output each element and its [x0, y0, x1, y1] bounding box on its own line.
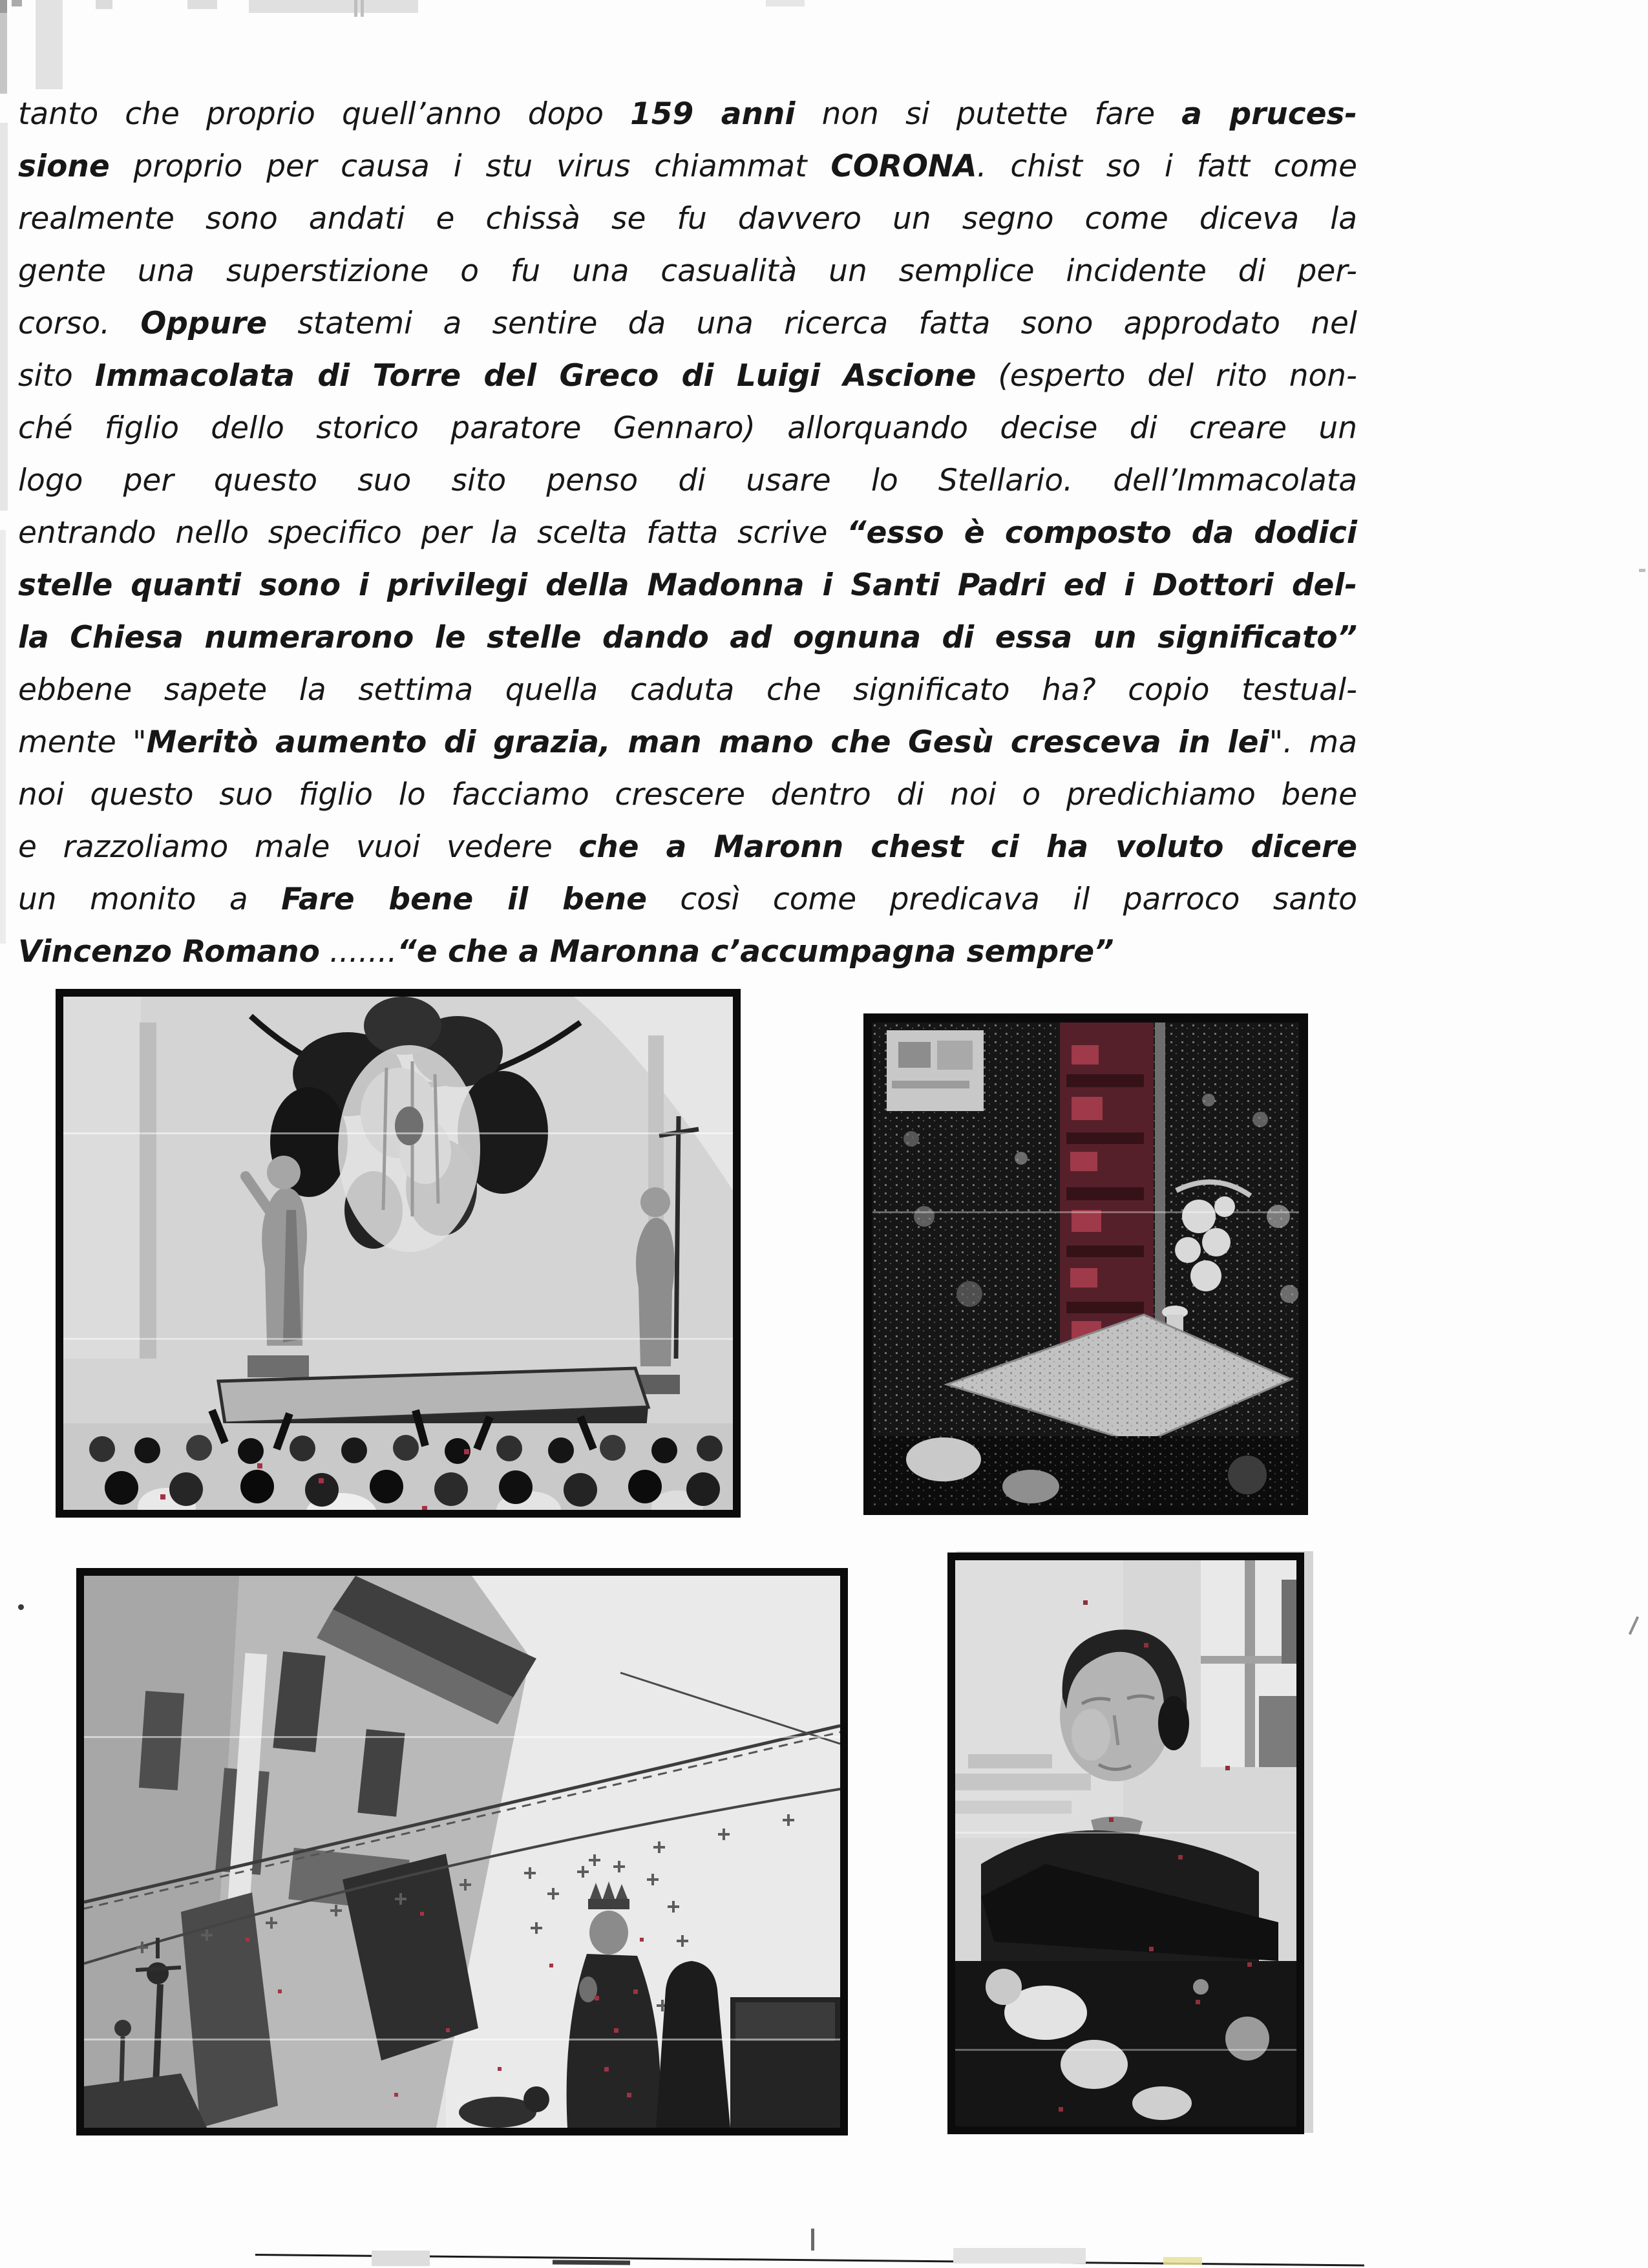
text-segment: ché figlio dello storico paratore Gennaro) allorquando decise di creare un — [18, 410, 1357, 446]
paragraph — [18, 88, 1357, 978]
text-segment: “e che a Maronna c’accumpagna sempre” — [397, 934, 1114, 970]
street-madonna-photo — [76, 1568, 848, 2136]
text-segment: non si putette fare — [795, 96, 1182, 132]
text-line — [18, 350, 1357, 402]
text-segment: realmente sono andati e chissà se fu davvero un segno come diceva la — [18, 201, 1357, 237]
text-line — [18, 611, 1357, 664]
text-segment: un monito a — [18, 882, 282, 917]
text-segment: noi questo suo figlio lo facciamo crescere dentro di noi o predichiamo bene — [18, 777, 1357, 812]
procession-float-photo — [56, 989, 741, 1518]
text-segment: Oppure — [140, 306, 268, 341]
scan-artifact — [811, 2229, 814, 2251]
text-segment: Vincenzo Romano — [18, 934, 320, 970]
text-segment: ebbene sapete la settima quella caduta che significato ha? copio testual- — [18, 672, 1357, 708]
text-segment: CORONA — [830, 149, 977, 184]
text-segment: . chist so i fatt come — [977, 149, 1357, 184]
text-segment: sito — [18, 358, 95, 394]
text-segment: proprio per causa i stu virus chiammat — [109, 149, 831, 184]
text-line — [18, 926, 1357, 978]
text-segment: a pruces- — [1181, 96, 1357, 132]
scan-artifact — [18, 1604, 24, 1610]
man-photo-graphic — [955, 1560, 1296, 2126]
text-segment: Immacolata di Torre del Greco di Luigi Ascione — [94, 358, 977, 394]
scan-artifact — [249, 0, 418, 13]
text-line — [18, 664, 1357, 716]
text-line — [18, 245, 1357, 297]
float-shrine — [338, 1045, 480, 1252]
scan-artifact — [0, 123, 8, 511]
scan-artifact — [0, 530, 6, 944]
street-madonna-photo-graphic — [84, 1576, 840, 2128]
scan-artifact — [12, 0, 22, 6]
text-segment: tanto che proprio quell’anno dopo — [18, 96, 631, 132]
text-line — [18, 716, 1357, 768]
text-segment: stelle quanti sono i privilegi della Madonna i Santi Padri ed i Dottori del- — [18, 567, 1357, 603]
text-line — [18, 402, 1357, 454]
text-line — [18, 454, 1357, 507]
scan-artifact — [1629, 1616, 1639, 1635]
scan-artifact — [354, 0, 357, 17]
text-segment: Meritò aumento di grazia, man mano che Gesù cresceva in lei — [146, 725, 1269, 760]
scan-artifact — [766, 0, 805, 6]
text-segment: corso. — [18, 306, 141, 341]
text-line — [18, 507, 1357, 559]
text-segment: la Chiesa numerarono le stelle dando ad ognuna di essa un significato” — [18, 620, 1357, 655]
scan-artifact — [96, 0, 112, 9]
scan-artifact — [953, 2248, 1086, 2263]
text-line — [18, 873, 1357, 926]
crowd-banner-photo — [863, 1013, 1308, 1515]
crowd-banner-photo-graphic — [872, 1023, 1299, 1506]
text-segment: gente una superstizione o fu una casualità un semplice incidente di per- — [18, 253, 1357, 289]
scan-artifact — [553, 2260, 630, 2265]
scan-artifact — [361, 0, 364, 17]
text-segment: statemi a sentire da una ricerca fatta sono approdato nel — [267, 306, 1357, 341]
text-line — [18, 768, 1357, 821]
text-segment: così come predicava il parroco santo — [646, 882, 1357, 917]
text-segment: ". ma — [1269, 725, 1357, 760]
text-segment: mente " — [18, 725, 147, 760]
text-line — [18, 140, 1357, 193]
text-segment: e razzoliamo male vuoi vedere — [18, 829, 579, 865]
text-segment: che a Maronn chest ci ha voluto dicere — [578, 829, 1357, 865]
window-frame — [1201, 1560, 1296, 1767]
text-line — [18, 559, 1357, 611]
text-segment: sione — [18, 149, 110, 184]
scan-artifact — [1639, 569, 1645, 572]
text-segment: “esso è composto da dodici — [847, 515, 1357, 551]
text-segment: 159 anni — [630, 96, 796, 132]
text-line — [18, 193, 1357, 245]
text-segment: Fare bene il bene — [281, 882, 647, 917]
text-segment: entrando nello specifico per la scelta fatta scrive — [18, 515, 847, 551]
scan-artifact — [1163, 2257, 1202, 2265]
text-segment: (esperto del rito non- — [976, 358, 1358, 394]
text-segment: logo per questo suo sito penso di usare lo Stellario. dell’Immacolata — [18, 463, 1357, 498]
text-line — [18, 297, 1357, 350]
scan-artifact — [187, 0, 217, 9]
text-line — [18, 88, 1357, 140]
scan-artifact — [0, 0, 7, 13]
man-photo — [947, 1553, 1304, 2134]
scan-artifact — [36, 0, 63, 89]
procession-float-photo-graphic — [63, 997, 733, 1510]
scan-artifact — [372, 2251, 430, 2266]
scan-artifact — [0, 13, 7, 94]
text-segment: ....... — [319, 934, 397, 970]
building-window — [887, 1030, 984, 1111]
text-line — [18, 821, 1357, 873]
